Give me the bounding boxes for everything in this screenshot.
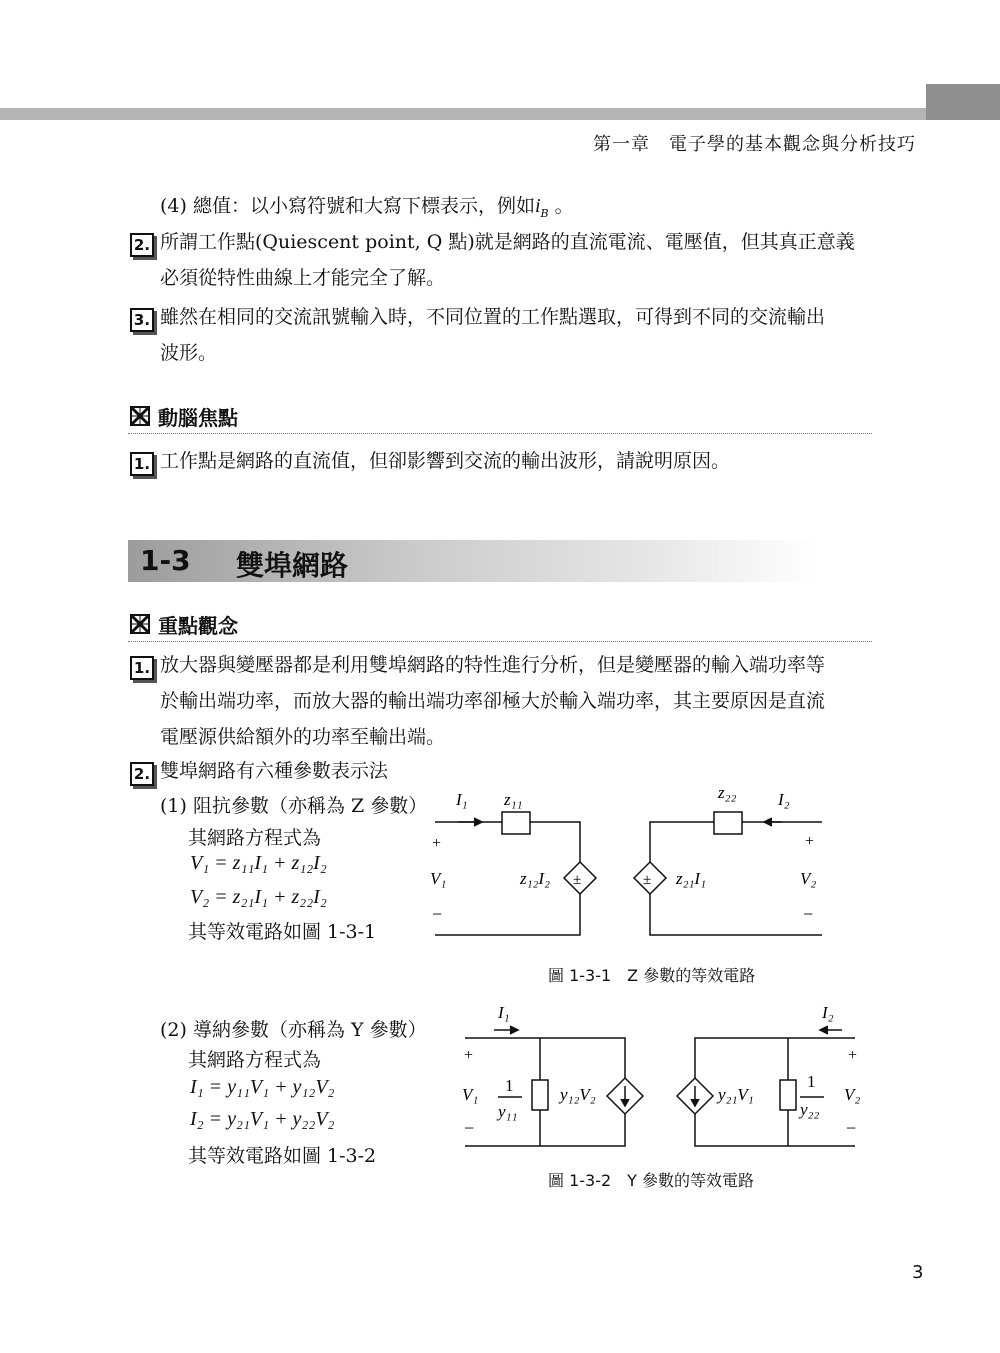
z-plus-left: + <box>432 835 442 852</box>
y-label-v2: V₂ <box>844 1085 861 1104</box>
y-minus-left: − <box>464 1118 475 1138</box>
y-label-i2: I₂ <box>822 1003 834 1022</box>
z-minus-right: − <box>803 904 814 924</box>
z-label-v1: V₁ <box>430 869 447 888</box>
y-params-heading: (2) 導納參數（亦稱為 Y 參數） <box>160 1019 427 1041</box>
z-minus-left: − <box>432 904 443 924</box>
total-value-end: 。 <box>554 195 574 217</box>
number-box-brainstorm-1: 1. <box>130 452 154 476</box>
y11-admittance-box <box>532 1080 548 1110</box>
arrow-left-icon <box>764 818 772 826</box>
wire <box>695 1038 858 1078</box>
z-pm-1: ± <box>573 872 582 888</box>
z-parameter-circuit <box>420 780 840 950</box>
y-parameter-circuit <box>450 1000 870 1160</box>
z-eq-intro: 其網路方程式為 <box>188 827 322 849</box>
chapter-header: 第一章 電子學的基本觀念與分析技巧 <box>593 134 916 155</box>
z-plus-right: + <box>805 833 815 850</box>
z-figure-caption: 圖 1-3-1 Z 參數的等效電路 <box>548 966 756 985</box>
waveform-line-1: 雖然在相同的交流訊號輸入時，不同位置的工作點選取，可得到不同的交流輸出 <box>160 306 826 328</box>
z-label-v2: V₂ <box>800 869 817 888</box>
z-equation-1: V₁ = z₁₁I₁ + z₁₂I₂ <box>190 852 327 874</box>
y-figure-caption: 圖 1-3-2 Y 參數的等效電路 <box>548 1171 755 1190</box>
brainstorm-divider <box>128 433 872 434</box>
y22-admittance-box <box>780 1080 796 1110</box>
number-box-concept-1: 1. <box>130 656 154 680</box>
total-value-text: (4) 總值：以小寫符號和大寫下標表示，例如 <box>160 195 535 217</box>
y-label-v1: V₁ <box>462 1085 479 1104</box>
z22-impedance-box <box>714 812 742 834</box>
y-circuit-note: 其等效電路如圖 1-3-2 <box>188 1145 377 1167</box>
z11-impedance-box <box>502 812 530 834</box>
wire <box>465 1038 625 1078</box>
z-label-i2: I₂ <box>778 790 790 809</box>
section-number: 1-3 <box>140 544 191 577</box>
key-concepts-title: 重點觀念 <box>158 614 238 638</box>
quiescent-line-1: 所謂工作點(Quiescent point, Q 點)就是網路的直流電流、電壓值，但其真正意義 <box>160 231 855 253</box>
brainstorm-question: 工作點是網路的直流值，但卻影響到交流的輸出波形，請說明原因。 <box>160 450 731 472</box>
z-circuit-note: 其等效電路如圖 1-3-1 <box>188 921 377 943</box>
cross-box-icon <box>130 614 150 634</box>
number-box-concept-2: 2. <box>130 762 154 786</box>
y-equation-1: I₁ = y₁₁V₁ + y₁₂V₂ <box>190 1076 335 1098</box>
y-label-y11: y₁₁ <box>498 1102 518 1121</box>
y-label-dep2: y₂₁V₁ <box>718 1085 754 1104</box>
y-label-dep1: y₁₂V₂ <box>560 1085 596 1104</box>
section-heading-band <box>128 540 818 582</box>
quiescent-point-item <box>160 224 875 296</box>
arrow-right-icon <box>474 818 482 826</box>
wire <box>695 1114 855 1146</box>
y-plus-left: + <box>464 1047 474 1064</box>
wire <box>465 1114 625 1146</box>
cross-box-icon <box>130 406 150 426</box>
total-value-symbol: i <box>534 195 541 217</box>
number-box-3: 3. <box>130 308 154 332</box>
y-one-right: 1 <box>807 1072 816 1091</box>
key-concepts-divider <box>128 641 872 642</box>
waveform-item <box>160 299 875 371</box>
six-parameters-item: 雙埠網路有六種參數表示法 <box>160 760 389 782</box>
page-number: 3 <box>912 1262 924 1283</box>
z-pm-2: ± <box>643 872 652 888</box>
z-label-z11: z₁₁ <box>504 790 523 809</box>
y-plus-right: + <box>848 1047 858 1064</box>
y-minus-right: − <box>846 1118 857 1138</box>
y-label-y22: y₂₂ <box>800 1100 820 1119</box>
y-one-left: 1 <box>505 1076 514 1095</box>
amplifier-transformer-item <box>160 647 875 755</box>
z-params-heading: (1) 阻抗參數（亦稱為 Z 參數） <box>160 795 428 817</box>
concept-line-1: 放大器與變壓器都是利用雙埠網路的特性進行分析，但是變壓器的輸入端功率等 <box>160 654 826 676</box>
z-label-z22: z₂₂ <box>718 783 737 802</box>
z-label-dep2: z₂₁I₁ <box>676 869 707 888</box>
wire <box>435 894 580 935</box>
wire <box>650 894 822 935</box>
y-eq-intro: 其網路方程式為 <box>188 1049 322 1071</box>
wire <box>530 822 580 862</box>
waveform-line-2: 波形。 <box>160 342 218 364</box>
arrow-right-icon <box>510 1026 518 1034</box>
wire <box>650 822 714 862</box>
section-title: 雙埠網路 <box>236 549 349 582</box>
brainstorm-title: 動腦焦點 <box>158 406 238 430</box>
number-box-2: 2. <box>130 233 154 257</box>
y-label-i1: I₁ <box>498 1003 510 1022</box>
header-tab-block <box>926 84 1000 120</box>
quiescent-line-2: 必須從特性曲線上才能完全了解。 <box>160 267 446 289</box>
total-value-subscript: B <box>540 206 549 220</box>
z-label-i1: I₁ <box>456 790 468 809</box>
arrow-left-icon <box>820 1026 828 1034</box>
concept-line-3: 電壓源供給額外的功率至輸出端。 <box>160 726 446 748</box>
z-label-dep1: z₁₂I₂ <box>520 869 551 888</box>
concept-line-2: 於輸出端功率，而放大器的輸出端功率卻極大於輸入端功率，其主要原因是直流 <box>160 690 826 712</box>
z-equation-2: V₂ = z₂₁I₁ + z₂₂I₂ <box>190 886 327 908</box>
header-bar <box>0 108 926 120</box>
y-equation-2: I₂ = y₂₁V₁ + y₂₂V₂ <box>190 1108 335 1130</box>
